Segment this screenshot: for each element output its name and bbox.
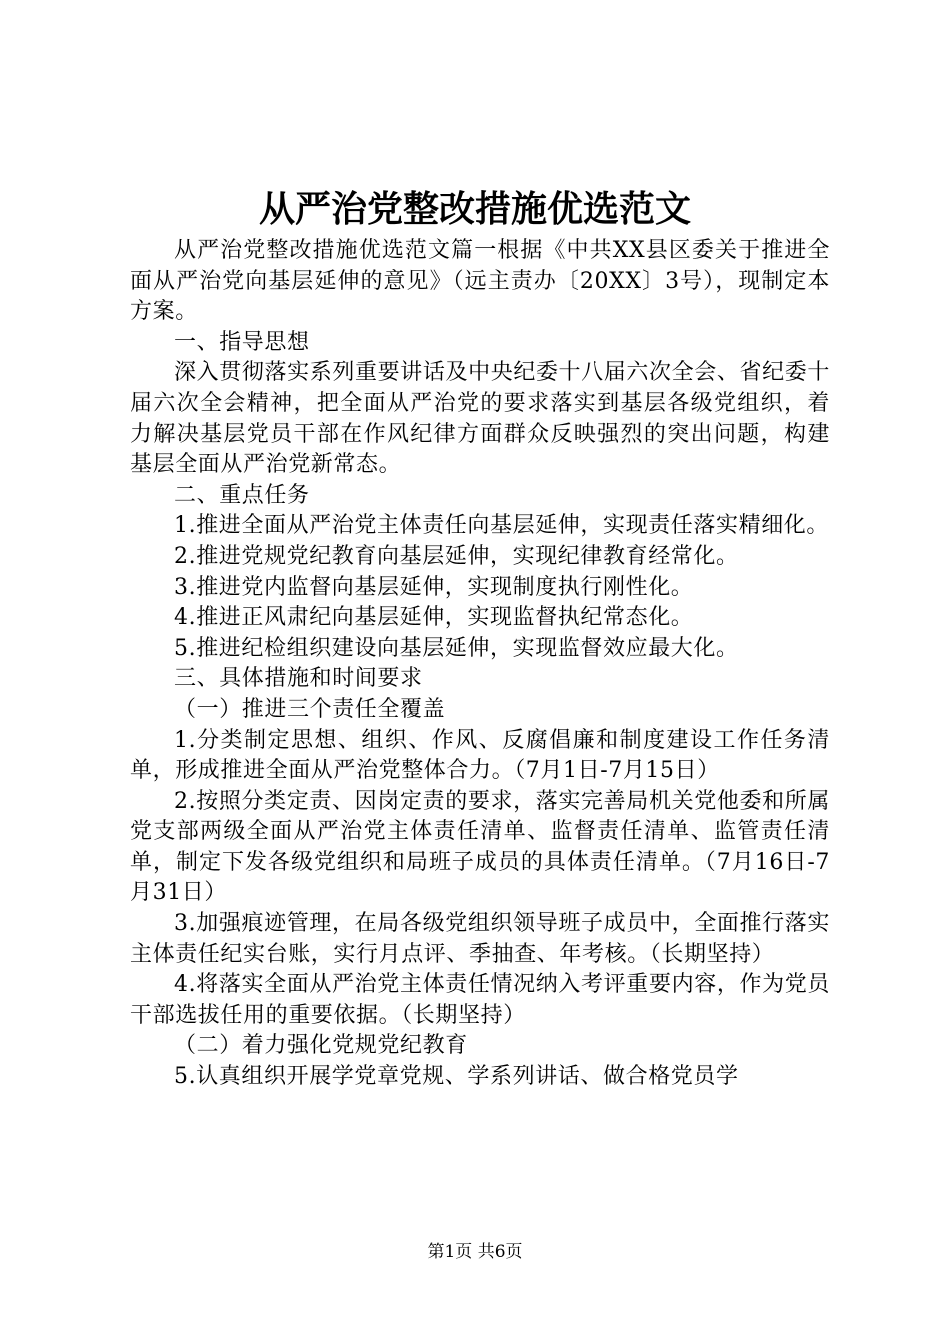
document-title: 从严治党整改措施优选范文 xyxy=(258,188,691,230)
section-heading-key-tasks: 二、重点任务 xyxy=(174,482,310,508)
task-item-1: 1.推进全面从严治党主体责任向基层延伸，实现责任落实精细化。 xyxy=(174,513,829,539)
measure-item-1: 1.分类制定思想、组织、作风、反腐倡廉和制度建设工作任务清单，形成推进全面从严治党整体合力。（7月1日-7月15日） xyxy=(130,727,830,784)
page-footer: 第1页 共6页 xyxy=(427,1242,523,1262)
section-heading-guiding-thought: 一、指导思想 xyxy=(174,329,310,355)
subsection-heading-1: （一）推进三个责任全覆盖 xyxy=(174,696,446,722)
subsection-heading-2: （二）着力强化党规党纪教育 xyxy=(174,1033,468,1059)
task-item-4: 4.推进正风肃纪向基层延伸，实现监督执纪常态化。 xyxy=(174,605,694,631)
paragraph-intro: 从严治党整改措施优选范文篇一根据《中共XX县区委关于推进全面从严治党向基层延伸的意见》（远主责办〔20XX〕3号），现制定本方案。 xyxy=(130,238,830,325)
paragraph-guiding-thought: 深入贯彻落实系列重要讲话及中央纪委十八届六次全会、省纪委十届六次全会精神，把全面从严治党的要求落实到基层各级党组织，着力解决基层党员干部在作风纪律方面群众反映强烈的突出问题，构建基层全面从严治党新常态。 xyxy=(130,360,830,478)
task-item-2: 2.推进党规党纪教育向基层延伸，实现纪律教育经常化。 xyxy=(174,543,739,569)
measure-item-2: 2.按照分类定责、因岗定责的要求，落实完善局机关党他委和所属党支部两级全面从严治党主体责任清单、监督责任清单、监管责任清单，制定下发各级党组织和局班子成员的具体责任清单。（7月16日-7月31日） xyxy=(130,788,830,906)
document-body xyxy=(130,236,830,1093)
measure-item-3: 3.加强痕迹管理，在局各级党组织领导班子成员中，全面推行落实主体责任纪实台账，实行月点评、季抽查、年考核。（长期坚持） xyxy=(130,911,830,967)
task-item-5: 5.推进纪检组织建设向基层延伸，实现监督效应最大化。 xyxy=(174,635,739,661)
section-heading-measures: 三、具体措施和时间要求 xyxy=(174,666,423,692)
measure-item-4: 4.将落实全面从严治党主体责任情况纳入考评重要内容，作为党员干部选拔任用的重要依据。（长期坚持） xyxy=(130,972,830,1028)
measure-item-5: 5.认真组织开展学党章党规、学系列讲话、做合格党员学 xyxy=(174,1064,739,1090)
task-item-3: 3.推进党内监督向基层延伸，实现制度执行刚性化。 xyxy=(174,574,694,600)
